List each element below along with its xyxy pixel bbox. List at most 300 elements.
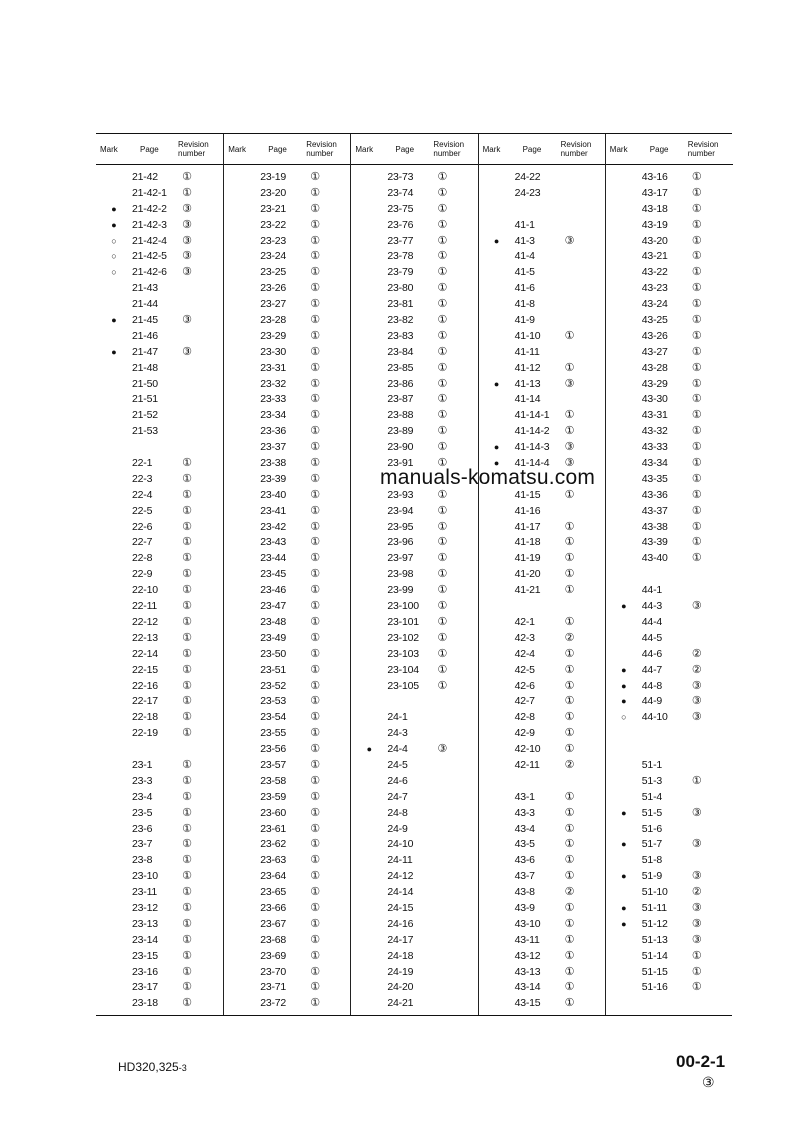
table-row xyxy=(479,694,606,710)
table-row xyxy=(224,885,351,901)
revision-number: ① xyxy=(310,727,321,740)
page-ref: 41-14-3 xyxy=(514,441,550,454)
revision-number: ① xyxy=(182,488,192,501)
page-ref: 23-96 xyxy=(387,536,414,549)
table-row xyxy=(606,265,733,281)
table-row xyxy=(606,965,733,981)
watermark-text: manuals-komatsu.com xyxy=(380,466,596,489)
page-ref: 23-12 xyxy=(132,901,158,914)
revision-number: ① xyxy=(310,774,321,787)
revision-number: ③ xyxy=(564,377,575,390)
revision-number: ③ xyxy=(182,250,192,263)
page-ref: 23-26 xyxy=(260,282,287,295)
revision-number: ① xyxy=(691,282,702,295)
mark-symbol: ● xyxy=(621,664,627,675)
revision-number: ① xyxy=(691,266,702,279)
page-ref: 21-42-5 xyxy=(132,250,167,263)
page-ref: 23-8 xyxy=(132,854,153,867)
table-row xyxy=(351,551,478,567)
page-ref: 51-15 xyxy=(641,965,668,978)
table-row xyxy=(96,663,223,679)
revision-number: ① xyxy=(437,250,448,263)
table-row xyxy=(606,488,733,504)
page-ref: 22-13 xyxy=(132,631,158,644)
page-ref: 42-7 xyxy=(514,695,535,708)
revision-number: ① xyxy=(182,663,192,676)
page-ref: 44-1 xyxy=(641,584,663,597)
table-row xyxy=(96,361,223,377)
page-ref: 23-11 xyxy=(132,886,158,899)
table-row xyxy=(96,329,223,345)
page-ref: 43-22 xyxy=(641,266,668,279)
table-row xyxy=(351,933,478,949)
page-ref: 43-37 xyxy=(641,504,668,517)
revision-number: ① xyxy=(437,202,448,215)
header-page: Page xyxy=(140,145,159,154)
table-row xyxy=(606,313,733,329)
table-row xyxy=(479,647,606,663)
page-ref: 43-15 xyxy=(514,997,541,1010)
revision-number: ① xyxy=(691,472,702,485)
page-ref: 22-14 xyxy=(132,647,158,660)
table-row xyxy=(606,885,733,901)
page-ref: 23-93 xyxy=(387,488,414,501)
revision-number: ① xyxy=(437,568,448,581)
revision-number: ① xyxy=(564,425,575,438)
page-ref: 43-6 xyxy=(514,854,535,867)
page-ref: 23-31 xyxy=(260,361,287,374)
table-row xyxy=(351,361,478,377)
revision-number: ① xyxy=(310,647,321,660)
page-ref: 23-69 xyxy=(260,949,287,962)
table-row xyxy=(351,408,478,424)
page-ref: 22-10 xyxy=(132,584,158,597)
page-ref: 23-10 xyxy=(132,870,158,883)
revision-number: ① xyxy=(310,266,321,279)
page-ref: 44-6 xyxy=(641,647,663,660)
page-ref: 23-1 xyxy=(132,758,153,771)
page-ref: 23-33 xyxy=(260,393,287,406)
page-ref: 41-3 xyxy=(514,234,535,247)
revision-number: ① xyxy=(310,425,321,438)
table-row xyxy=(606,615,733,631)
table-row xyxy=(351,742,478,758)
mark-symbol: ● xyxy=(621,601,627,612)
table-row xyxy=(351,297,478,313)
table-row xyxy=(96,297,223,313)
revision-number: ① xyxy=(310,679,321,692)
page-ref: 23-25 xyxy=(260,266,287,279)
page-ref: 23-15 xyxy=(132,949,158,962)
revision-number: ① xyxy=(691,202,702,215)
table-row xyxy=(351,917,478,933)
page-ref: 22-8 xyxy=(132,552,153,565)
page-ref: 23-100 xyxy=(387,600,419,613)
page-ref: 24-22 xyxy=(514,171,541,183)
page-ref: 24-1 xyxy=(387,711,408,724)
page-ref: 44-8 xyxy=(641,679,663,692)
page-ref: 43-1 xyxy=(514,790,535,803)
table-row xyxy=(351,694,478,710)
table-row xyxy=(606,647,733,663)
mark-symbol: ○ xyxy=(621,712,627,723)
table-row xyxy=(479,202,606,218)
table-row xyxy=(96,679,223,695)
table-row xyxy=(351,440,478,456)
table-row xyxy=(606,345,733,361)
revision-number: ③ xyxy=(691,806,702,819)
revision-number: ① xyxy=(310,345,321,358)
page-ref: 43-18 xyxy=(641,202,668,215)
revision-number: ① xyxy=(182,854,192,867)
revision-number: ① xyxy=(310,965,321,978)
page-ref: 23-82 xyxy=(387,314,414,327)
table-row xyxy=(606,583,733,599)
header-page: Page xyxy=(395,145,415,154)
table-row xyxy=(479,806,606,822)
header-mark: Mark xyxy=(228,145,246,154)
table-row xyxy=(224,806,351,822)
table-row xyxy=(224,965,351,981)
table-row xyxy=(224,869,351,885)
table-row xyxy=(351,965,478,981)
revision-number: ① xyxy=(182,600,192,613)
table-row xyxy=(606,202,733,218)
revision-number: ① xyxy=(691,949,702,962)
revision-number: ① xyxy=(182,965,192,978)
page-ref: 23-34 xyxy=(260,409,287,422)
mark-symbol: ● xyxy=(111,346,117,357)
mark-symbol: ● xyxy=(621,871,627,882)
revision-number: ① xyxy=(691,504,702,517)
header-mark: Mark xyxy=(355,145,374,154)
table-row xyxy=(351,949,478,965)
table-row xyxy=(606,599,733,615)
page-ref: 51-1 xyxy=(641,758,663,771)
table-row xyxy=(351,790,478,806)
page-ref: 23-39 xyxy=(260,472,287,485)
table-row xyxy=(606,933,733,949)
table-row xyxy=(479,392,606,408)
page-ref: 23-16 xyxy=(132,965,158,978)
page-ref: 41-14-1 xyxy=(514,409,550,422)
page-ref: 21-52 xyxy=(132,409,158,422)
table-row xyxy=(479,965,606,981)
page-ref: 21-51 xyxy=(132,393,158,406)
table-row xyxy=(224,551,351,567)
page-ref: 24-14 xyxy=(387,886,414,899)
page-ref: 23-63 xyxy=(260,854,287,867)
table-row xyxy=(224,265,351,281)
page-ref: 23-54 xyxy=(260,711,287,724)
table-row xyxy=(351,345,478,361)
revision-number: ① xyxy=(564,901,575,914)
revision-number: ① xyxy=(691,234,702,247)
table-row xyxy=(96,790,223,806)
table-row xyxy=(224,837,351,853)
revision-number: ① xyxy=(310,870,321,883)
page-ref: 23-74 xyxy=(387,186,414,199)
revision-number: ① xyxy=(182,457,192,470)
page-ref: 43-7 xyxy=(514,870,535,883)
page-ref: 43-34 xyxy=(641,457,668,470)
model-number xyxy=(118,1060,187,1074)
revision-number: ① xyxy=(182,886,192,899)
page-ref: 43-38 xyxy=(641,520,668,533)
page-ref: 41-13 xyxy=(514,377,541,390)
page-ref: 41-8 xyxy=(514,298,535,311)
revision-number: ① xyxy=(564,409,575,422)
table-row xyxy=(351,583,478,599)
revision-number: ③ xyxy=(564,234,575,247)
table-row xyxy=(479,170,606,186)
page-ref: 43-33 xyxy=(641,441,668,454)
mark-symbol: ● xyxy=(493,458,500,469)
model-name: HD320,325 xyxy=(118,1060,179,1074)
revision-number: ① xyxy=(437,314,448,327)
table-row xyxy=(224,345,351,361)
table-row xyxy=(606,361,733,377)
table-row xyxy=(606,392,733,408)
header-mark: Mark xyxy=(482,145,501,154)
table-row xyxy=(351,869,478,885)
table-row xyxy=(606,869,733,885)
table-row xyxy=(351,663,478,679)
page-ref: 23-17 xyxy=(132,981,158,994)
table-row xyxy=(224,281,351,297)
revision-number: ① xyxy=(182,997,192,1010)
page-ref: 23-64 xyxy=(260,870,287,883)
table-row xyxy=(606,710,733,726)
table-row xyxy=(351,535,478,551)
page-ref: 23-51 xyxy=(260,663,287,676)
revision-number: ③ xyxy=(437,743,448,756)
table-row xyxy=(224,424,351,440)
table-row xyxy=(479,679,606,695)
table-row xyxy=(606,631,733,647)
revision-number: ① xyxy=(564,806,575,819)
table-row xyxy=(606,504,733,520)
page-ref: 23-7 xyxy=(132,838,153,851)
revision-number: ① xyxy=(564,870,575,883)
page-ref: 42-9 xyxy=(514,727,535,740)
table-row xyxy=(479,980,606,996)
page-ref: 42-8 xyxy=(514,711,535,724)
table-row xyxy=(96,234,223,250)
table-row xyxy=(96,694,223,710)
revision-number: ① xyxy=(182,695,192,708)
table-row xyxy=(479,488,606,504)
table-row xyxy=(351,186,478,202)
table-row xyxy=(96,488,223,504)
table-row xyxy=(224,790,351,806)
table-row xyxy=(479,520,606,536)
page-ref: 22-9 xyxy=(132,568,153,581)
revision-number: ① xyxy=(437,504,448,517)
revision-number: ① xyxy=(310,377,321,390)
page-ref: 43-17 xyxy=(641,186,668,199)
page-ref: 43-24 xyxy=(641,298,668,311)
revision-number: ① xyxy=(564,329,575,342)
table-row xyxy=(351,504,478,520)
table-row xyxy=(479,329,606,345)
revision-number: ① xyxy=(182,838,192,851)
table-row xyxy=(224,567,351,583)
page-revision-mark: ③ xyxy=(702,1074,715,1090)
table-row xyxy=(96,806,223,822)
page-ref: 24-8 xyxy=(387,806,408,819)
table-row xyxy=(224,631,351,647)
page-ref: 23-53 xyxy=(260,695,287,708)
mark-symbol: ● xyxy=(111,315,117,326)
revision-number: ① xyxy=(564,584,575,597)
table-row xyxy=(96,456,223,472)
page-ref: 23-89 xyxy=(387,425,414,438)
revision-number: ① xyxy=(182,790,192,803)
table-row xyxy=(351,170,478,186)
revision-number: ③ xyxy=(182,345,192,358)
table-row xyxy=(606,901,733,917)
table-row xyxy=(606,853,733,869)
table-row xyxy=(96,345,223,361)
table-row xyxy=(96,917,223,933)
table-row xyxy=(96,313,223,329)
page-ref: 24-12 xyxy=(387,870,414,883)
table-row xyxy=(96,551,223,567)
page-ref: 23-90 xyxy=(387,441,414,454)
revision-number: ③ xyxy=(182,266,192,279)
table-row xyxy=(96,202,223,218)
page-ref: 41-15 xyxy=(514,488,541,501)
table-row xyxy=(96,631,223,647)
revision-number: ① xyxy=(437,520,448,533)
page-ref: 23-14 xyxy=(132,933,158,946)
table-row xyxy=(351,647,478,663)
table-row xyxy=(479,822,606,838)
page-ref: 23-98 xyxy=(387,568,414,581)
revision-number: ① xyxy=(437,186,448,199)
revision-number: ① xyxy=(564,647,575,660)
page-ref: 41-19 xyxy=(514,552,541,565)
revision-number: ① xyxy=(310,933,321,946)
table-row xyxy=(606,520,733,536)
page-ref: 22-12 xyxy=(132,615,158,628)
revision-number: ① xyxy=(437,441,448,454)
page-ref: 21-44 xyxy=(132,298,158,311)
table-row xyxy=(224,520,351,536)
page-ref: 23-4 xyxy=(132,790,153,803)
table-row xyxy=(606,281,733,297)
table-row xyxy=(479,567,606,583)
table-row xyxy=(351,837,478,853)
table-row xyxy=(479,949,606,965)
page-ref: 42-3 xyxy=(514,631,535,644)
page-ref: 23-56 xyxy=(260,743,287,756)
revision-number: ① xyxy=(564,361,575,374)
table-row xyxy=(479,234,606,250)
page-ref: 23-68 xyxy=(260,933,287,946)
table-row xyxy=(606,949,733,965)
table-row xyxy=(224,488,351,504)
table-row xyxy=(96,726,223,742)
revision-number: ① xyxy=(437,298,448,311)
revision-number: ③ xyxy=(691,933,702,946)
page-ref: 23-95 xyxy=(387,520,414,533)
revision-number: ① xyxy=(564,822,575,835)
table-row xyxy=(96,996,223,1012)
mark-symbol: ○ xyxy=(111,251,117,262)
table-row xyxy=(224,615,351,631)
revision-number: ① xyxy=(310,822,321,835)
revision-number: ③ xyxy=(691,600,702,613)
table-row xyxy=(606,218,733,234)
revision-number: ① xyxy=(437,282,448,295)
revision-number: ① xyxy=(182,552,192,565)
table-row xyxy=(606,980,733,996)
revision-number: ① xyxy=(691,186,702,199)
page-ref: 23-40 xyxy=(260,488,287,501)
table-row xyxy=(224,980,351,996)
mark-symbol: ● xyxy=(621,680,627,691)
revision-number: ① xyxy=(691,314,702,327)
table-row xyxy=(96,774,223,790)
table-row xyxy=(351,329,478,345)
page-ref: 43-3 xyxy=(514,806,535,819)
page-ref: 23-86 xyxy=(387,377,414,390)
table-row xyxy=(351,218,478,234)
table-row xyxy=(606,774,733,790)
revision-number: ① xyxy=(564,854,575,867)
table-row xyxy=(96,885,223,901)
table-row xyxy=(351,996,478,1012)
revision-number: ① xyxy=(564,679,575,692)
revision-number: ③ xyxy=(691,838,702,851)
column-header xyxy=(224,134,351,165)
table-row xyxy=(479,297,606,313)
revision-number: ① xyxy=(182,679,192,692)
page-ref: 23-18 xyxy=(132,997,158,1010)
page-ref: 21-42-6 xyxy=(132,266,167,279)
page-ref: 23-5 xyxy=(132,806,153,819)
page-ref: 23-103 xyxy=(387,647,419,660)
page-ref: 51-6 xyxy=(641,822,663,835)
header-revision: Revision number xyxy=(433,140,465,158)
page-ref: 43-12 xyxy=(514,949,541,962)
revision-number: ① xyxy=(182,933,192,946)
page-ref: 24-19 xyxy=(387,965,414,978)
page-ref: 23-71 xyxy=(260,981,287,994)
table-row xyxy=(479,663,606,679)
table-row xyxy=(96,281,223,297)
page-ref: 43-40 xyxy=(641,552,668,565)
table-row xyxy=(96,170,223,186)
revision-number: ① xyxy=(182,615,192,628)
page-ref: 21-50 xyxy=(132,377,158,390)
revision-number: ① xyxy=(437,409,448,422)
table-row xyxy=(479,583,606,599)
table-row xyxy=(351,599,478,615)
page-ref: 43-25 xyxy=(641,314,668,327)
page-ref: 24-6 xyxy=(387,774,408,787)
page-ref: 23-52 xyxy=(260,679,287,692)
table-row xyxy=(224,504,351,520)
revision-number: ① xyxy=(564,568,575,581)
mark-symbol: ● xyxy=(621,807,627,818)
page-ref: 23-42 xyxy=(260,520,287,533)
revision-number: ① xyxy=(691,425,702,438)
revision-number: ① xyxy=(691,488,702,501)
table-row xyxy=(479,361,606,377)
